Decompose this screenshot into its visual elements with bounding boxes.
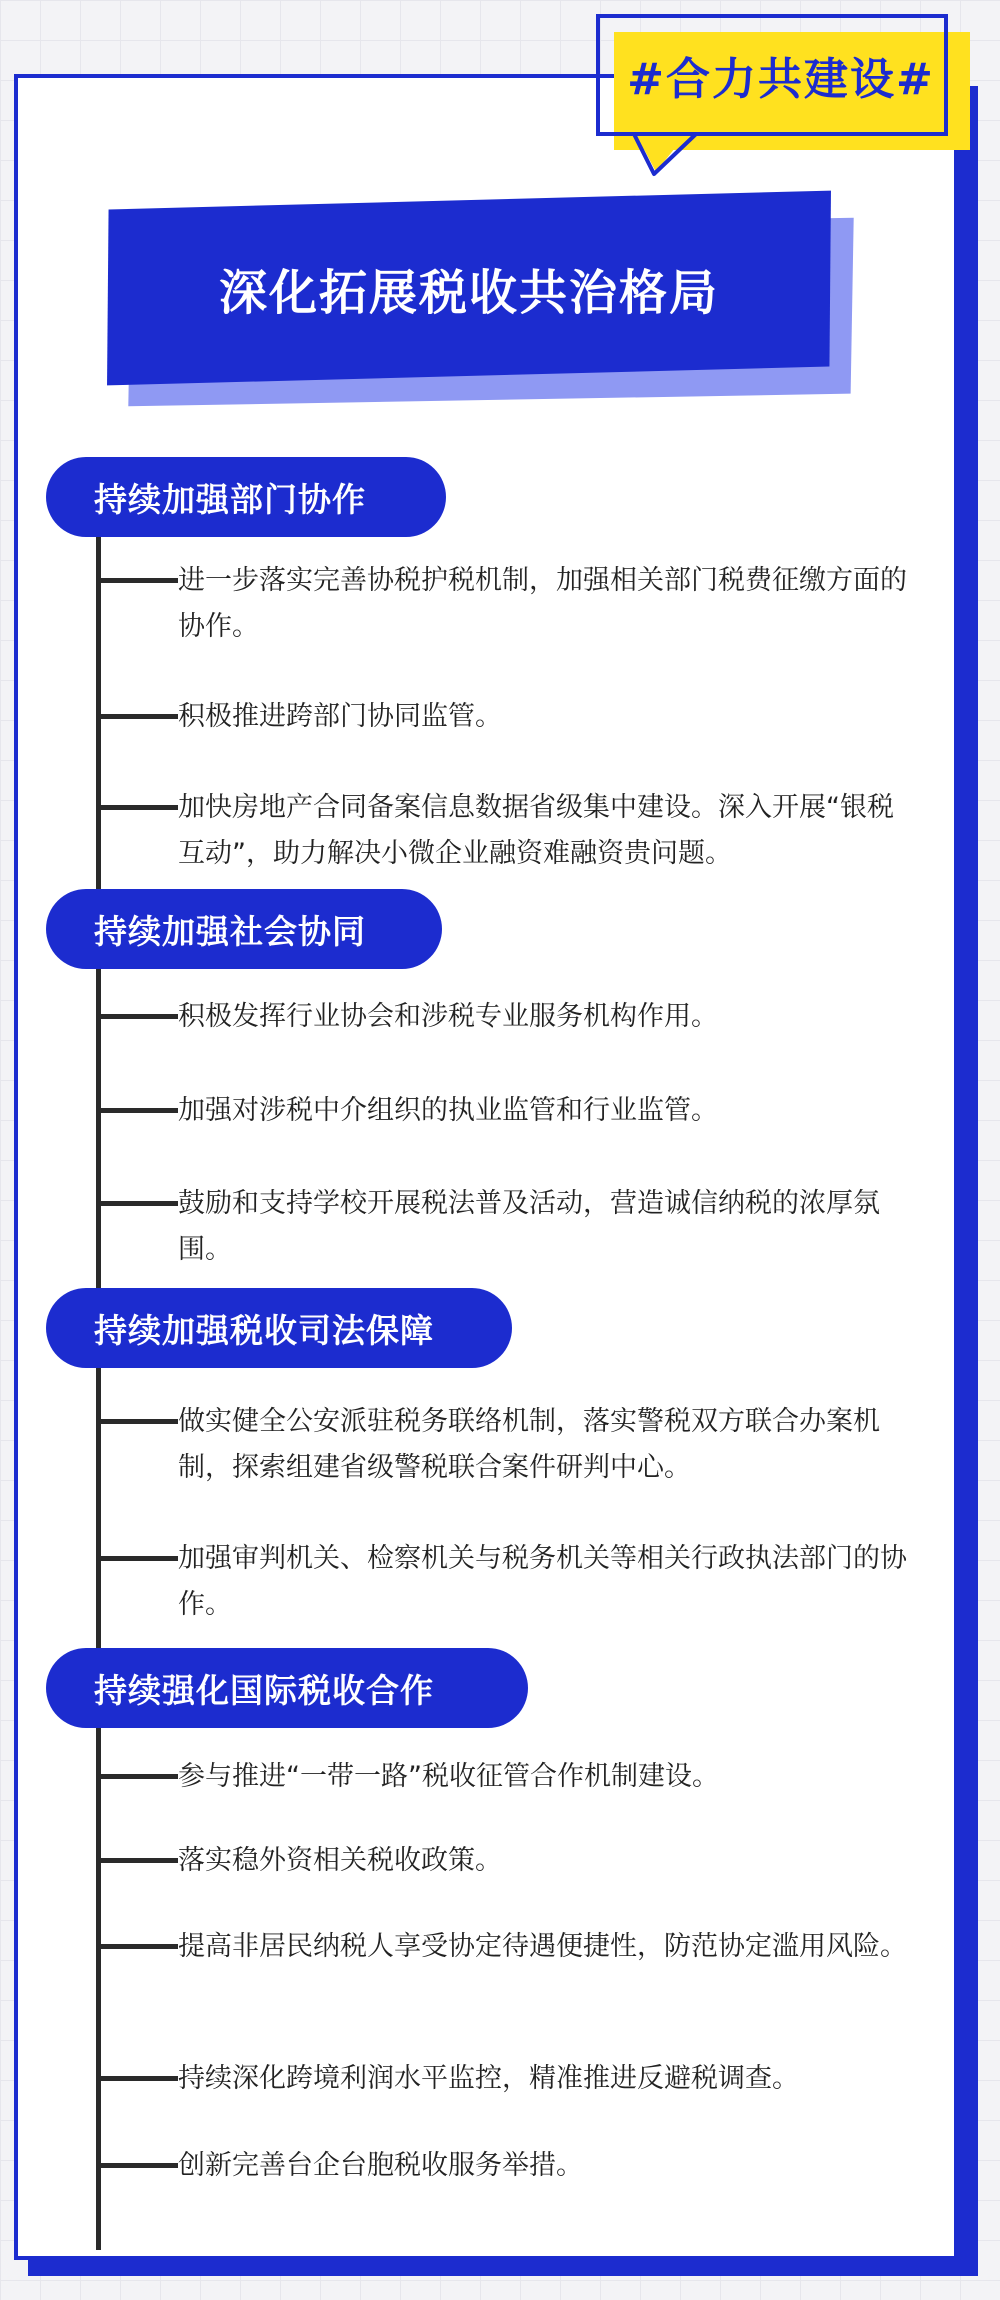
timeline-tick [98, 1858, 178, 1863]
timeline-tick [98, 1014, 178, 1019]
timeline-tick [98, 1419, 178, 1424]
list-item: 落实稳外资相关税收政策。 [178, 1845, 502, 1876]
section-heading-department-collaboration: 持续加强部门协作 [46, 457, 446, 537]
list-item: 做实健全公安派驻税务联络机制，落实警税双方联合办案机制，探索组建省级警税联合案件研判中心。 [178, 1406, 880, 1483]
list-item: 创新完善台企台胞税收服务举措。 [178, 2150, 583, 2181]
list-item: 提高非居民纳税人享受协定待遇便捷性，防范协定滥用风险。 [178, 1931, 907, 1962]
list-item: 加强审判机关、检察机关与税务机关等相关行政执法部门的协作。 [178, 1543, 907, 1620]
section-heading-international-cooperation: 持续强化国际税收合作 [46, 1648, 528, 1728]
list-item: 加强对涉税中介组织的执业监管和行业监管。 [178, 1095, 718, 1126]
hashtag-text: #合力共建设# [627, 54, 935, 105]
list-item: 参与推进“一带一路”税收征管合作机制建设。 [178, 1761, 719, 1792]
timeline-tick [98, 578, 178, 583]
timeline-tick [98, 2076, 178, 2081]
timeline-tick [98, 1201, 178, 1206]
timeline-tick [98, 1108, 178, 1113]
list-item: 积极推进跨部门协同监管。 [178, 701, 502, 732]
list-item: 积极发挥行业协会和涉税专业服务机构作用。 [178, 1001, 718, 1032]
timeline-tick [98, 714, 178, 719]
list-item: 鼓励和支持学校开展税法普及活动，营造诚信纳税的浓厚氛围。 [178, 1188, 880, 1265]
timeline-tick [98, 1774, 178, 1779]
list-item: 进一步落实完善协税护税机制，加强相关部门税费征缴方面的协作。 [178, 565, 907, 642]
list-item: 持续深化跨境利润水平监控，精准推进反避税调查。 [178, 2063, 799, 2094]
timeline-tick [98, 1556, 178, 1561]
timeline-line [96, 520, 101, 2250]
list-item: 加快房地产合同备案信息数据省级集中建设。深入开展“银税互动”，助力解决小微企业融资难融资贵问题。 [178, 792, 894, 869]
hashtag-badge [596, 14, 978, 182]
section-heading-social-collaboration: 持续加强社会协同 [46, 889, 442, 969]
section-heading-judicial-guarantee: 持续加强税收司法保障 [46, 1288, 512, 1368]
page-title: 深化拓展税收共治格局 [218, 264, 719, 321]
timeline-tick [98, 1944, 178, 1949]
timeline-tick [98, 2163, 178, 2168]
timeline-tick [98, 805, 178, 810]
